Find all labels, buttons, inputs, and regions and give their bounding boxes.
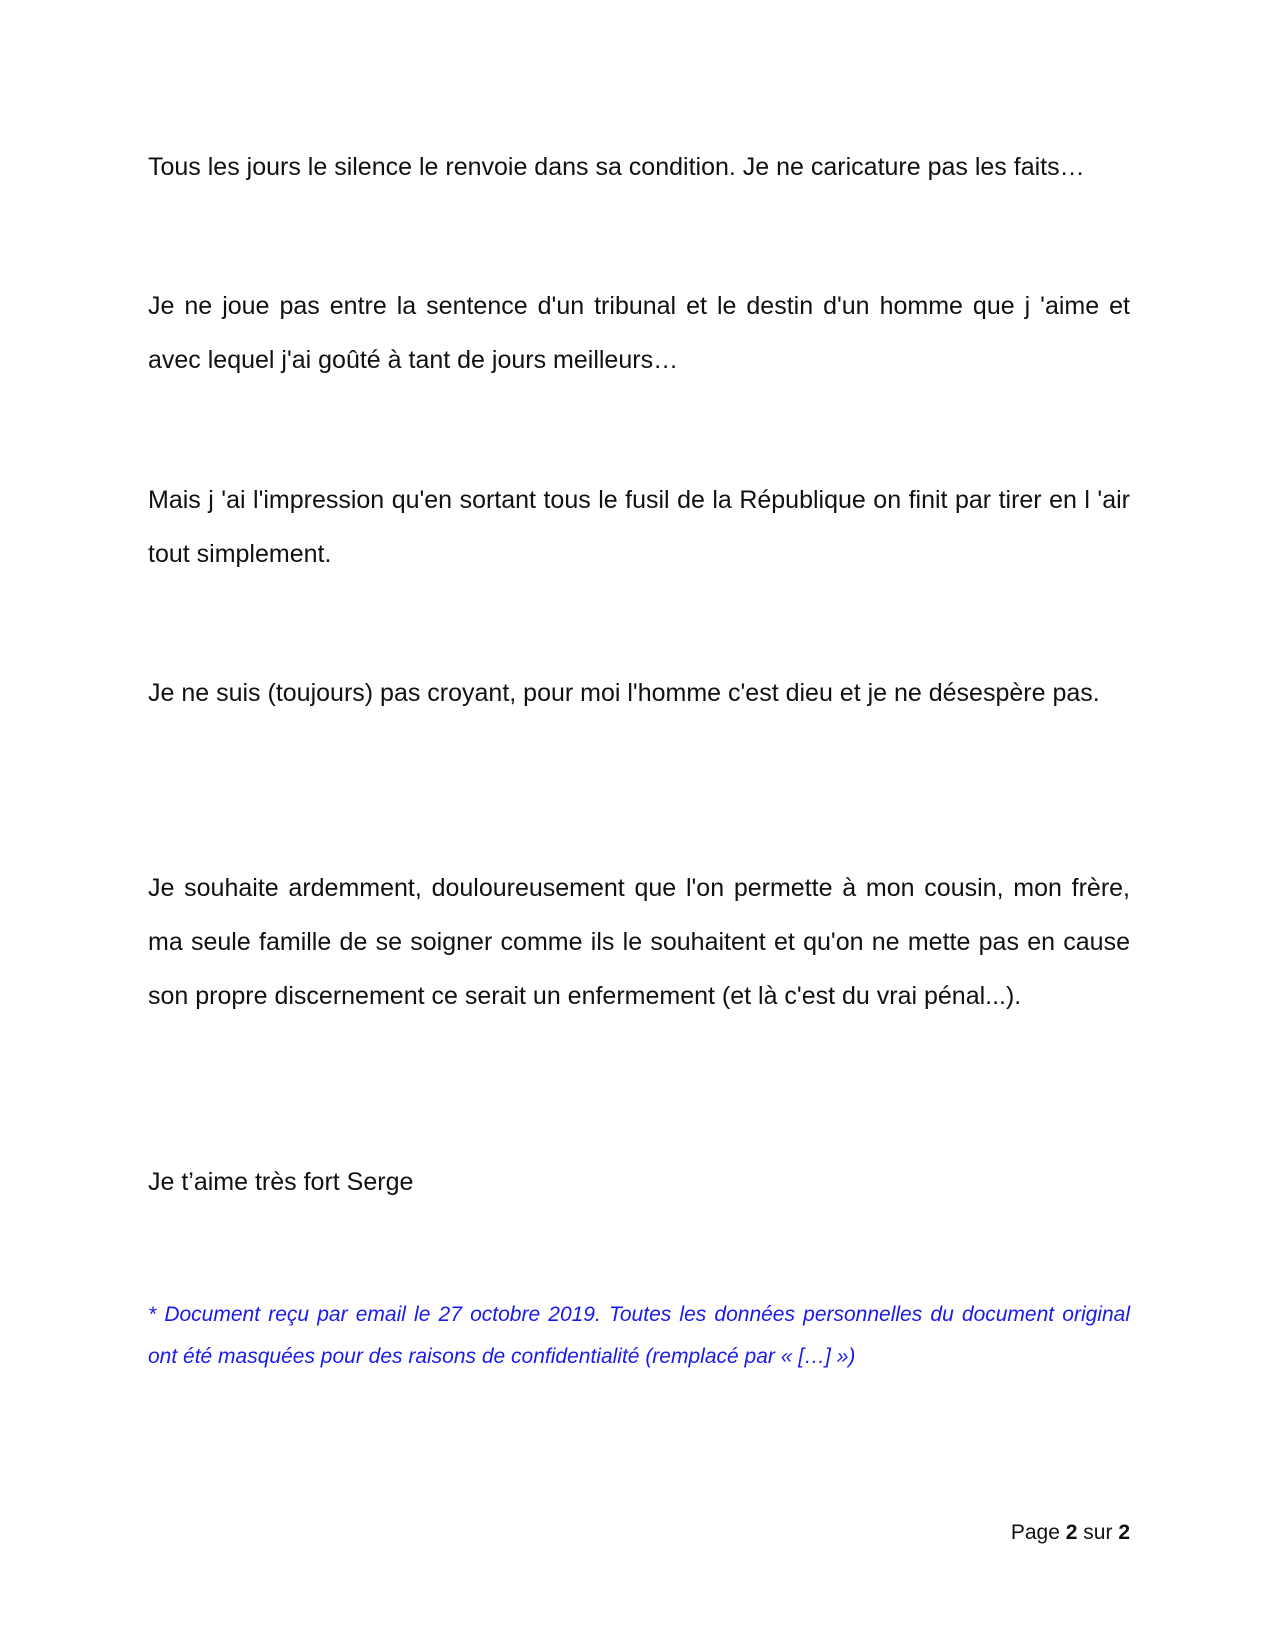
current-page: 2 — [1065, 1521, 1078, 1544]
paragraph-republique: Mais j 'ai l'impression qu'en sortant tous le fusil de la République on finit par tirer en l 'air tout simplement. — [148, 486, 1130, 568]
page-word: Page — [1010, 1521, 1060, 1544]
paragraph-croyant: Je ne suis (toujours) pas croyant, pour moi l'homme c'est dieu et je ne désespère pas. — [148, 679, 1100, 707]
paragraph-silence: Tous les jours le silence le renvoie dans sa condition. Je ne caricature pas les faits… — [148, 153, 1085, 181]
total-pages: 2 — [1118, 1521, 1130, 1544]
confidentiality-note: * Document reçu par email le 27 octobre 2019. Toutes les données personnelles du document original ont été masquées pour des raisons de confidentialité (remplacé par « […] ») — [148, 1303, 1130, 1368]
paragraph-tribunal: Je ne joue pas entre la sentence d'un tribunal et le destin d'un homme que j 'aime et avec lequel j'ai goûté à tant de jours meilleurs… — [148, 292, 1130, 374]
paragraph-souhait: Je souhaite ardemment, douloureusement que l'on permette à mon cousin, mon frère, ma seule famille de se soigner comme ils le souhaitent et qu'on ne mette pas en cause son propre discernement ce serait un enfermement (et là c'est du vrai pénal...). — [148, 874, 1130, 1010]
of-word: sur — [1083, 1521, 1113, 1544]
page-number — [1011, 1518, 1130, 1548]
paragraph-closing: Je t’aime très fort Serge — [148, 1168, 414, 1196]
